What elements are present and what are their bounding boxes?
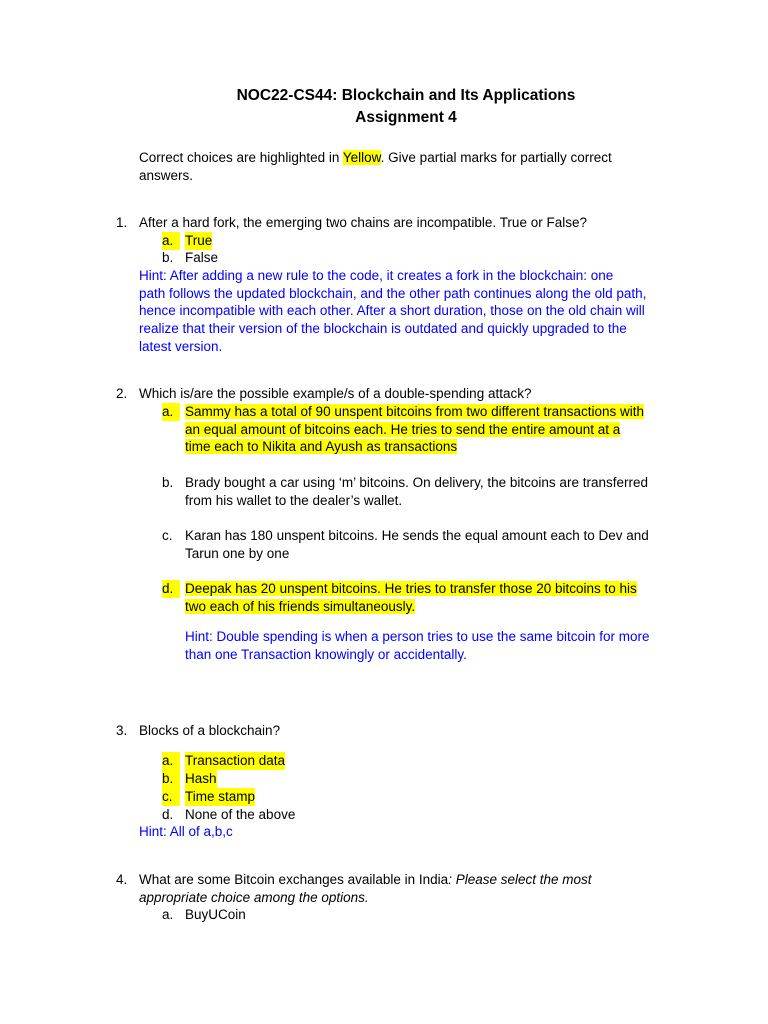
q1-option-a-letter: a.	[162, 232, 180, 250]
q2-hint-line: Hint: Double spending is when a person tries to use the same bitcoin for more	[185, 629, 650, 644]
q2-option-d-text: two each of his friends simultaneously.	[185, 599, 416, 614]
q3-option-c-letter: c.	[162, 788, 180, 806]
q3-option-c-text: Time stamp	[185, 789, 256, 804]
q1-number: 1.	[116, 215, 128, 230]
q1-option-a-text: True	[185, 233, 213, 248]
q2-option-c-letter: c.	[162, 528, 173, 543]
q3-hint: Hint: All of a,b,c	[139, 824, 233, 839]
q4-question-prefix: What are some Bitcoin exchanges available in Indi	[139, 872, 441, 887]
q1-hint-line: hence incompatible with each other. After a short duration, those on the old chain will	[139, 303, 645, 318]
q2-option-b-text: Brady bought a car using ‘m’ bitcoins. On delivery, the bitcoins are transferred	[185, 475, 648, 490]
q3-option-a-letter: a.	[162, 752, 180, 770]
q4-option-a-text: BuyUCoin	[185, 907, 246, 922]
q2-option-d-text: Deepak has 20 unspent bitcoins. He tries to transfer those 20 bitcoins to his	[185, 581, 637, 596]
q2-option-d-line	[185, 580, 637, 598]
intro-prefix: Correct choices are highlighted in	[139, 150, 343, 165]
q4-question	[139, 871, 592, 889]
q4-option-a-letter: a.	[162, 907, 174, 922]
q1-option-b-text: False	[185, 250, 219, 265]
q2-option-b-letter: b.	[162, 475, 174, 490]
q2-number: 2.	[116, 386, 128, 401]
q2-option-a-text: time each to Nikita and Ayush as transactions	[185, 439, 458, 454]
q4-question-line2: appropriate choice among the options.	[139, 890, 369, 905]
q1-hint-line: path follows the updated blockchain, and the other path continues along the old path,	[139, 286, 647, 301]
q2-option-b-text: from his wallet to the dealer’s wallet.	[185, 493, 403, 508]
q3-option-b-text: Hash	[185, 771, 217, 786]
q3-option-d-letter: d.	[162, 807, 174, 822]
q1-hint-line: Hint: After adding a new rule to the code, it creates a fork in the blockchain: one	[139, 268, 614, 283]
q2-option-a-line	[185, 438, 457, 456]
q4-question-a: a	[440, 872, 449, 887]
q3-question: Blocks of a blockchain?	[139, 723, 281, 738]
q1-option-b-letter: b.	[162, 250, 174, 265]
q4-question-italic: : Please select the most	[448, 872, 592, 887]
q2-hint-line: than one Transaction knowingly or accidentally.	[185, 647, 467, 662]
q2-option-a-letter: a.	[162, 403, 180, 421]
intro-text-line2: answers.	[139, 168, 194, 183]
q4-number: 4.	[116, 872, 128, 887]
q2-option-c-text: Tarun one by one	[185, 546, 290, 561]
q2-option-a-line	[185, 403, 644, 421]
q2-option-a-line	[185, 421, 620, 439]
q3-number: 3.	[116, 723, 128, 738]
q1-question: After a hard fork, the emerging two chains are incompatible. True or False?	[139, 215, 587, 230]
q2-option-c-text: Karan has 180 unspent bitcoins. He sends the equal amount each to Dev and	[185, 528, 649, 543]
q2-option-d-letter: d.	[162, 580, 180, 598]
q2-option-a-text: Sammy has a total of 90 unspent bitcoins from two different transactions with	[185, 404, 644, 419]
intro-suffix: . Give partial marks for partially correct	[380, 150, 612, 165]
document-subtitle: Assignment 4	[355, 109, 457, 126]
intro-text	[139, 149, 612, 167]
q2-option-a-text: an equal amount of bitcoins each. He tries to send the entire amount at a	[185, 422, 621, 437]
q3-option-d-text: None of the above	[185, 807, 296, 822]
q1-hint-line: realize that their version of the blockchain is outdated and quickly upgraded to the	[139, 321, 627, 336]
q1-hint-line: latest version.	[139, 339, 223, 354]
q3-option-b-letter: b.	[162, 770, 180, 788]
intro-highlight-word: Yellow	[342, 150, 381, 165]
q2-question: Which is/are the possible example/s of a double-spending attack?	[139, 386, 532, 401]
document-title: NOC22-CS44: Blockchain and Its Applications	[236, 87, 576, 104]
q2-option-d-line	[185, 598, 415, 616]
q3-option-a-text: Transaction data	[185, 753, 286, 768]
